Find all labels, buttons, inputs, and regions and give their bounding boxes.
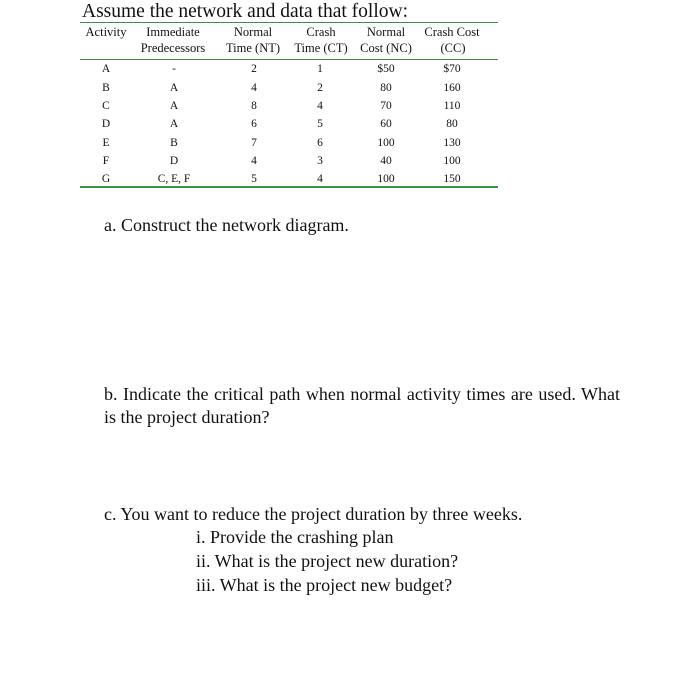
row-g-activity: G: [101, 173, 111, 185]
row-g-normal-cost: 100: [377, 173, 395, 185]
row-d-crash-time: 5: [317, 118, 323, 130]
row-g-normal-time: 5: [251, 173, 257, 185]
table-top-rule: [80, 22, 498, 23]
header-predecessors: Predecessors: [140, 41, 206, 55]
row-e-normal-time: 7: [251, 137, 257, 149]
row-f-activity: F: [102, 155, 110, 167]
row-d-normal-cost: 60: [380, 118, 392, 130]
row-d-predecessors: A: [169, 118, 179, 130]
row-d-crash-cost: 80: [446, 118, 458, 130]
row-b-predecessors: A: [169, 82, 179, 94]
row-c-normal-cost: 70: [380, 100, 392, 112]
row-b-activity: B: [102, 82, 110, 94]
header-crash-time: Crash: [306, 25, 336, 39]
header-crash-cost: Crash Cost: [424, 25, 480, 39]
question-a: a. Construct the network diagram.: [104, 215, 349, 235]
row-e-normal-cost: 100: [377, 137, 395, 149]
header-ct: Time (CT): [294, 41, 348, 55]
row-b-normal-time: 4: [251, 82, 257, 94]
row-c-crash-time: 4: [317, 100, 323, 112]
header-nt: Time (NT): [225, 41, 281, 55]
header-normal-time: Normal: [233, 25, 273, 39]
row-a-crash-cost: $70: [443, 63, 461, 75]
row-c-crash-cost: 110: [443, 100, 461, 112]
question-c-item-1: i. Provide the crashing plan: [196, 527, 394, 547]
header-cc: (CC): [440, 41, 466, 55]
header-immediate: Immediate: [146, 25, 200, 39]
question-c-item-2: ii. What is the project new duration?: [196, 551, 459, 571]
row-g-crash-cost: 150: [443, 173, 461, 185]
row-d-activity: D: [101, 118, 111, 130]
question-c-item-3: iii. What is the project new budget?: [196, 575, 453, 595]
row-e-crash-cost: 130: [443, 137, 461, 149]
row-a-normal-cost: $50: [377, 63, 395, 75]
row-g-crash-time: 4: [317, 173, 323, 185]
header-nc: Cost (NC): [360, 41, 412, 55]
row-c-predecessors: A: [169, 100, 179, 112]
row-e-activity: E: [102, 137, 110, 149]
question-b: b. Indicate the critical path when normal activity times are used. What is the project duration?: [104, 384, 620, 427]
row-a-predecessors: -: [172, 63, 176, 75]
row-f-crash-cost: 100: [443, 155, 461, 167]
row-b-normal-cost: 80: [380, 82, 392, 94]
row-e-predecessors: B: [170, 137, 178, 149]
row-a-normal-time: 2: [251, 63, 257, 75]
header-activity: Activity: [85, 25, 127, 39]
row-g-predecessors: C, E, F: [157, 173, 191, 185]
row-f-predecessors: D: [169, 155, 179, 167]
row-f-crash-time: 3: [317, 155, 323, 167]
row-f-normal-cost: 40: [380, 155, 392, 167]
row-a-crash-time: 1: [317, 63, 323, 75]
question-c: c. You want to reduce the project duration by three weeks.: [104, 504, 523, 524]
row-e-crash-time: 6: [317, 137, 323, 149]
row-d-normal-time: 6: [251, 118, 257, 130]
row-b-crash-cost: 160: [443, 82, 461, 94]
row-f-normal-time: 4: [251, 155, 257, 167]
table-bottom-rule: [80, 186, 498, 188]
problem-title: Assume the network and data that follow:: [82, 1, 409, 22]
row-a-activity: A: [101, 63, 111, 75]
row-c-normal-time: 8: [251, 100, 257, 112]
header-normal-cost: Normal: [366, 25, 406, 39]
row-b-crash-time: 2: [317, 82, 323, 94]
row-c-activity: C: [102, 100, 110, 112]
table-header-rule: [80, 59, 498, 60]
